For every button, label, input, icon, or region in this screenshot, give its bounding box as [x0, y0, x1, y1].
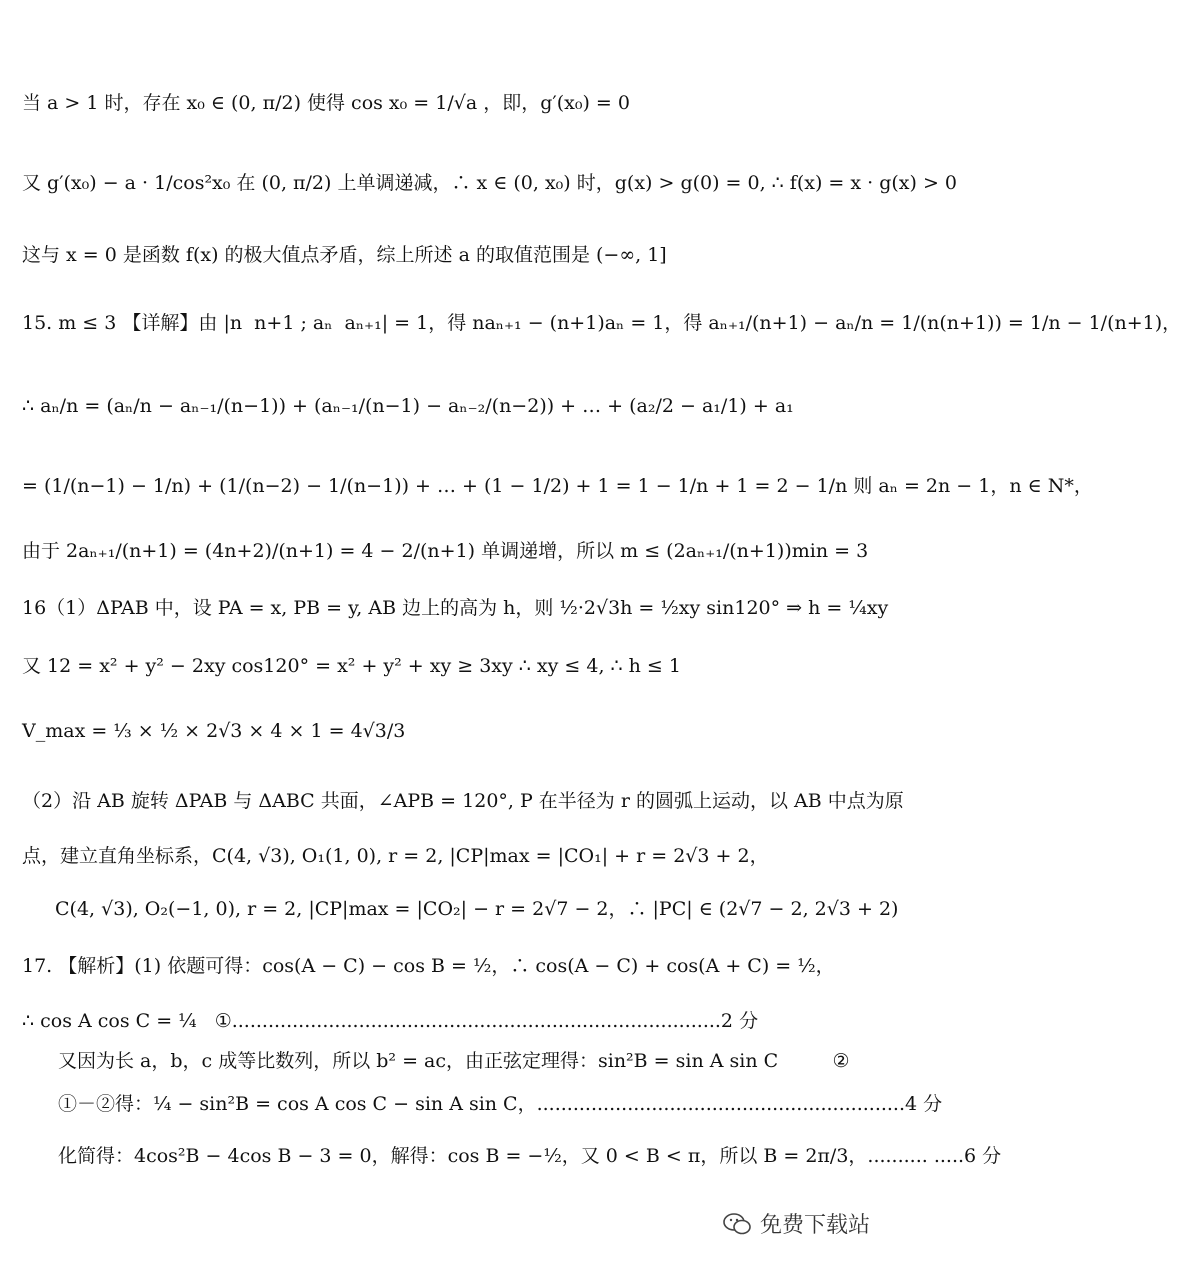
text-line: C(4, √3), O₂(−1, 0), r = 2, |CP|max = |CO₂| − r = 2√7 − 2，∴ |PC| ∈ (2√7 − 2, 2√3 + 2): [55, 898, 899, 920]
text-line: = (1/(n−1) − 1/n) + (1/(n−2) − 1/(n−1)) + … + (1 − 1/2) + 1 = 1 − 1/n + 1 = 2 − 1/n 则 aₙ = 2n − 1，n ∈ N*，: [22, 475, 1093, 497]
text-line: ①－②得：¼ − sin²B = cos A cos C − sin A sin C，.............................................................4 分: [58, 1093, 943, 1115]
watermark-text: 免费下载站: [759, 1213, 870, 1238]
text-line: 又因为长 a，b，c 成等比数列，所以 b² = ac，由正弦定理得：sin²B = sin A sin C ②: [58, 1050, 850, 1072]
text-line: 化简得：4cos²B − 4cos B − 3 = 0，解得：cos B = −½，又 0 < B < π，所以 B = 2π/3，.......... .....6 分: [58, 1145, 1002, 1167]
text-line: 当 a > 1 时，存在 x₀ ∈ (0, π/2) 使得 cos x₀ = 1/√a ，即，g′(x₀) = 0: [22, 92, 630, 114]
text-line: 由于 2aₙ₊₁/(n+1) = (4n+2)/(n+1) = 4 − 2/(n+1) 单调递增，所以 m ≤ (2aₙ₊₁/(n+1))min = 3: [22, 540, 869, 562]
text-line: 16（1）ΔPAB 中，设 PA = x, PB = y, AB 边上的高为 h，则 ½·2√3h = ½xy sin120° ⇒ h = ¼xy: [22, 597, 889, 619]
text-line: 17. 【解析】(1) 依题可得：cos(A − C) − cos B = ½，∴ cos(A − C) + cos(A + C) = ½，: [22, 955, 835, 977]
text-line: 又 g′(x₀) − a · 1/cos²x₀ 在 (0, π/2) 上单调递减，∴ x ∈ (0, x₀) 时，g(x) > g(0) = 0, ∴ f(x) = x · g(x) > 0: [22, 172, 958, 194]
text-line: （2）沿 AB 旋转 ΔPAB 与 ΔABC 共面，∠APB = 120°, P 在半径为 r 的圆弧上运动，以 AB 中点为原: [22, 790, 904, 812]
text-line: ∴ aₙ/n = (aₙ/n − aₙ₋₁/(n−1)) + (aₙ₋₁/(n−1) − aₙ₋₂/(n−2)) + … + (a₂/2 − a₁/1) + a₁: [22, 395, 794, 417]
text-line: 又 12 = x² + y² − 2xy cos120° = x² + y² + xy ≥ 3xy ∴ xy ≤ 4, ∴ h ≤ 1: [22, 655, 681, 677]
text-line: ∴ cos A cos C = ¼ ①.................................................................................2 分: [22, 1010, 759, 1032]
watermark: [722, 1208, 870, 1239]
text-line: 点，建立直角坐标系，C(4, √3), O₁(1, 0), r = 2, |CP|max = |CO₁| + r = 2√3 + 2，: [22, 845, 769, 867]
text-line: V_max = ⅓ × ½ × 2√3 × 4 × 1 = 4√3/3: [22, 720, 406, 742]
wechat-icon: [722, 1212, 752, 1236]
text-line: 这与 x = 0 是函数 f(x) 的极大值点矛盾，综上所述 a 的取值范围是 (−∞, 1]: [22, 244, 667, 266]
text-line: 15. m ≤ 3 【详解】由 |n n+1 ; aₙ aₙ₊₁| = 1，得 naₙ₊₁ − (n+1)aₙ = 1，得 aₙ₊₁/(n+1) − aₙ/n = 1/(n(n+1)) = 1/n − 1/(n+1)，: [22, 312, 1181, 334]
